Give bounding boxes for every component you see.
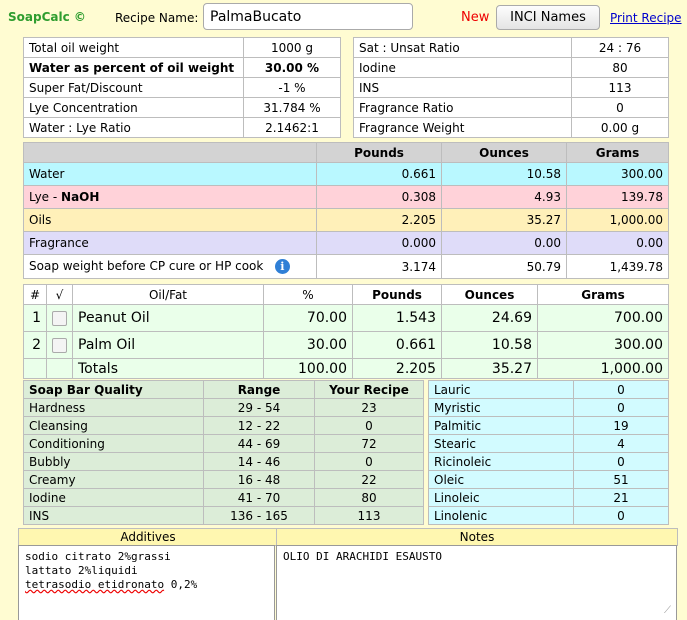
fatty-acid-value: 21: [574, 489, 669, 507]
fatty-acid-row: [429, 453, 669, 471]
summary-row: [354, 98, 669, 118]
oil-row-pct[interactable]: 30.00: [264, 332, 353, 359]
lye-grams: 139.78: [567, 186, 669, 209]
water-label: Water: [24, 163, 317, 186]
app-logo: SoapCalc ©: [8, 10, 86, 24]
quality-row: [24, 489, 424, 507]
total-oil-weight-value[interactable]: 1000 g: [244, 38, 341, 58]
soap-weight-row: [24, 255, 669, 279]
quality-header-name: Soap Bar Quality: [24, 381, 204, 399]
checkbox[interactable]: [52, 338, 67, 353]
quality-range: 29 - 54: [204, 399, 315, 417]
additives-header: Additives: [18, 528, 278, 546]
lye-type: NaOH: [61, 190, 100, 204]
oils-ounces: 35.27: [442, 209, 567, 232]
quality-row: [24, 471, 424, 489]
oil-row-name: Peanut Oil: [73, 305, 264, 332]
water-pounds: 0.661: [317, 163, 442, 186]
oils-pounds: 2.205: [317, 209, 442, 232]
lye-pounds: 0.308: [317, 186, 442, 209]
totals-blank: [47, 359, 73, 379]
quality-range: 16 - 48: [204, 471, 315, 489]
oil-header-name: Oil/Fat: [73, 285, 264, 305]
soap-weight-text: Soap weight before CP cure or HP cook: [29, 259, 264, 273]
quality-header-recipe: Your Recipe: [315, 381, 424, 399]
additives-rest: 0,2%: [164, 578, 198, 591]
fragrance-weight-value: 0.00 g: [572, 118, 669, 138]
quality-value: 80: [315, 489, 424, 507]
summary-row: [24, 118, 341, 138]
amounts-header-blank: [24, 143, 317, 163]
fragrance-row: [24, 232, 669, 255]
fatty-acid-value: 0: [574, 507, 669, 525]
recipe-name-label: Recipe Name:: [115, 11, 199, 25]
water-ounces: 10.58: [442, 163, 567, 186]
totals-grams: 1,000.00: [538, 359, 669, 379]
oil-row: [24, 332, 669, 359]
oils-label: Oils: [24, 209, 317, 232]
notes-header: Notes: [276, 528, 678, 546]
summary-right-table: [353, 37, 669, 138]
quality-name: Cleansing: [24, 417, 204, 435]
notes-text: OLIO DI ARACHIDI ESAUSTO: [283, 550, 442, 563]
quality-name: Conditioning: [24, 435, 204, 453]
quality-header-row: [24, 381, 424, 399]
water-lye-ratio-value[interactable]: 2.1462:1: [244, 118, 341, 138]
print-recipe-link[interactable]: Print Recipe: [610, 11, 682, 25]
fatty-acid-value: 19: [574, 417, 669, 435]
quality-value: 23: [315, 399, 424, 417]
totals-pounds: 2.205: [353, 359, 442, 379]
summary-label: Water : Lye Ratio: [24, 118, 244, 138]
fatty-acid-row: [429, 489, 669, 507]
fatty-acid-name: Myristic: [429, 399, 574, 417]
quality-range: 41 - 70: [204, 489, 315, 507]
fatty-acid-value: 0: [574, 453, 669, 471]
oil-row-ounces: 10.58: [442, 332, 538, 359]
quality-value: 113: [315, 507, 424, 525]
summary-label: Total oil weight: [24, 38, 244, 58]
water-percent-value[interactable]: 30.00 %: [244, 58, 341, 78]
fragrance-ounces: 0.00: [442, 232, 567, 255]
oil-header-num: #: [24, 285, 47, 305]
quality-row: [24, 435, 424, 453]
water-row: [24, 163, 669, 186]
summary-label: Super Fat/Discount: [24, 78, 244, 98]
recipe-name-input[interactable]: PalmaBucato: [203, 3, 413, 30]
summary-row: [24, 58, 341, 78]
fatty-acid-row: [429, 471, 669, 489]
soap-pounds: 3.174: [317, 255, 442, 279]
summary-row: [354, 78, 669, 98]
quality-range: 136 - 165: [204, 507, 315, 525]
fatty-acid-name: Oleic: [429, 471, 574, 489]
amounts-header-ounces: Ounces: [442, 143, 567, 163]
fragrance-ratio-value[interactable]: 0: [572, 98, 669, 118]
lye-ounces: 4.93: [442, 186, 567, 209]
quality-range: 44 - 69: [204, 435, 315, 453]
fragrance-grams: 0.00: [567, 232, 669, 255]
fatty-acid-name: Linolenic: [429, 507, 574, 525]
amounts-header-grams: Grams: [567, 143, 669, 163]
oil-row-pct[interactable]: 70.00: [264, 305, 353, 332]
checkbox[interactable]: [52, 311, 67, 326]
oil-row-pounds: 0.661: [353, 332, 442, 359]
summary-label: INS: [354, 78, 572, 98]
new-recipe-link[interactable]: New: [461, 10, 490, 25]
iodine-value: 80: [572, 58, 669, 78]
oil-row-checkbox[interactable]: [47, 332, 73, 359]
ins-value: 113: [572, 78, 669, 98]
additives-line: sodio citrato 2%grassi: [25, 550, 171, 563]
oil-row-ounces: 24.69: [442, 305, 538, 332]
fatty-acid-name: Ricinoleic: [429, 453, 574, 471]
quality-range: 12 - 22: [204, 417, 315, 435]
oil-header-pct: %: [264, 285, 353, 305]
totals-pct: 100.00: [264, 359, 353, 379]
fragrance-pounds: 0.000: [317, 232, 442, 255]
summary-label: Sat : Unsat Ratio: [354, 38, 572, 58]
oils-row: [24, 209, 669, 232]
fatty-acid-row: [429, 435, 669, 453]
summary-label: Fragrance Ratio: [354, 98, 572, 118]
lye-row: [24, 186, 669, 209]
oil-header-check: √: [47, 285, 73, 305]
fatty-acid-name: Linoleic: [429, 489, 574, 507]
oil-table-header: [24, 285, 669, 305]
quality-name: INS: [24, 507, 204, 525]
oil-row-pounds: 1.543: [353, 305, 442, 332]
fatty-acid-name: Lauric: [429, 381, 574, 399]
summary-row: [354, 38, 669, 58]
quality-value: 72: [315, 435, 424, 453]
fatty-acid-name: Stearic: [429, 435, 574, 453]
amounts-table: [23, 142, 669, 279]
quality-row: [24, 453, 424, 471]
soap-ounces: 50.79: [442, 255, 567, 279]
totals-blank: [24, 359, 47, 379]
fatty-acid-row: [429, 381, 669, 399]
amounts-header-pounds: Pounds: [317, 143, 442, 163]
fatty-acid-row: [429, 507, 669, 525]
quality-name: Hardness: [24, 399, 204, 417]
resize-handle-icon[interactable]: ⟋: [664, 605, 671, 616]
summary-label: Lye Concentration: [24, 98, 244, 118]
additives-textarea[interactable]: [18, 545, 275, 620]
amounts-header-row: [24, 143, 669, 163]
oil-row-checkbox[interactable]: [47, 305, 73, 332]
quality-name: Iodine: [24, 489, 204, 507]
notes-textarea[interactable]: [276, 545, 677, 620]
oils-grams: 1,000.00: [567, 209, 669, 232]
oil-row-grams: 700.00: [538, 305, 669, 332]
quality-row: [24, 417, 424, 435]
soap-weight-label: [24, 255, 317, 279]
water-grams: 300.00: [567, 163, 669, 186]
fatty-acid-row: [429, 417, 669, 435]
oil-row: [24, 305, 669, 332]
lye-label-prefix: Lye -: [29, 190, 62, 204]
oil-row-num: 1: [24, 305, 47, 332]
fatty-acid-value: 0: [574, 399, 669, 417]
totals-row: [24, 359, 669, 379]
summary-row: [24, 78, 341, 98]
super-fat-value[interactable]: -1 %: [244, 78, 341, 98]
soap-grams: 1,439.78: [567, 255, 669, 279]
totals-ounces: 35.27: [442, 359, 538, 379]
summary-row: [354, 118, 669, 138]
fatty-acid-value: 51: [574, 471, 669, 489]
oil-row-name: Palm Oil: [73, 332, 264, 359]
lye-concentration-value[interactable]: 31.784 %: [244, 98, 341, 118]
info-icon[interactable]: i: [275, 259, 290, 274]
oil-row-num: 2: [24, 332, 47, 359]
quality-range: 14 - 46: [204, 453, 315, 471]
quality-name: Bubbly: [24, 453, 204, 471]
fatty-acid-value: 4: [574, 435, 669, 453]
additives-line: [25, 578, 268, 592]
summary-label: Fragrance Weight: [354, 118, 572, 138]
quality-header-range: Range: [204, 381, 315, 399]
fatty-acid-row: [429, 399, 669, 417]
summary-left-table: [23, 37, 341, 138]
quality-value: 0: [315, 453, 424, 471]
fragrance-label: Fragrance: [24, 232, 317, 255]
quality-value: 22: [315, 471, 424, 489]
summary-label: Iodine: [354, 58, 572, 78]
oil-header-ounces: Ounces: [442, 285, 538, 305]
oil-header-pounds: Pounds: [353, 285, 442, 305]
oil-row-grams: 300.00: [538, 332, 669, 359]
fatty-acid-value: 0: [574, 381, 669, 399]
additives-line: lattato 2%liquidi: [25, 564, 138, 577]
additives-misspelled: tetrasodio etidronato: [25, 578, 165, 591]
totals-label: Totals: [73, 359, 264, 379]
quality-value: 0: [315, 417, 424, 435]
quality-table: [23, 380, 424, 525]
quality-name: Creamy: [24, 471, 204, 489]
fatty-acid-table: [428, 380, 669, 525]
sat-unsat-value: 24 : 76: [572, 38, 669, 58]
summary-row: [24, 98, 341, 118]
quality-row: [24, 507, 424, 525]
oil-table: [23, 284, 669, 379]
inci-names-button[interactable]: INCI Names: [496, 5, 600, 30]
quality-row: [24, 399, 424, 417]
lye-label: [24, 186, 317, 209]
oil-header-grams: Grams: [538, 285, 669, 305]
summary-row: [354, 58, 669, 78]
summary-label: Water as percent of oil weight: [24, 58, 244, 78]
fatty-acid-name: Palmitic: [429, 417, 574, 435]
summary-row: [24, 38, 341, 58]
